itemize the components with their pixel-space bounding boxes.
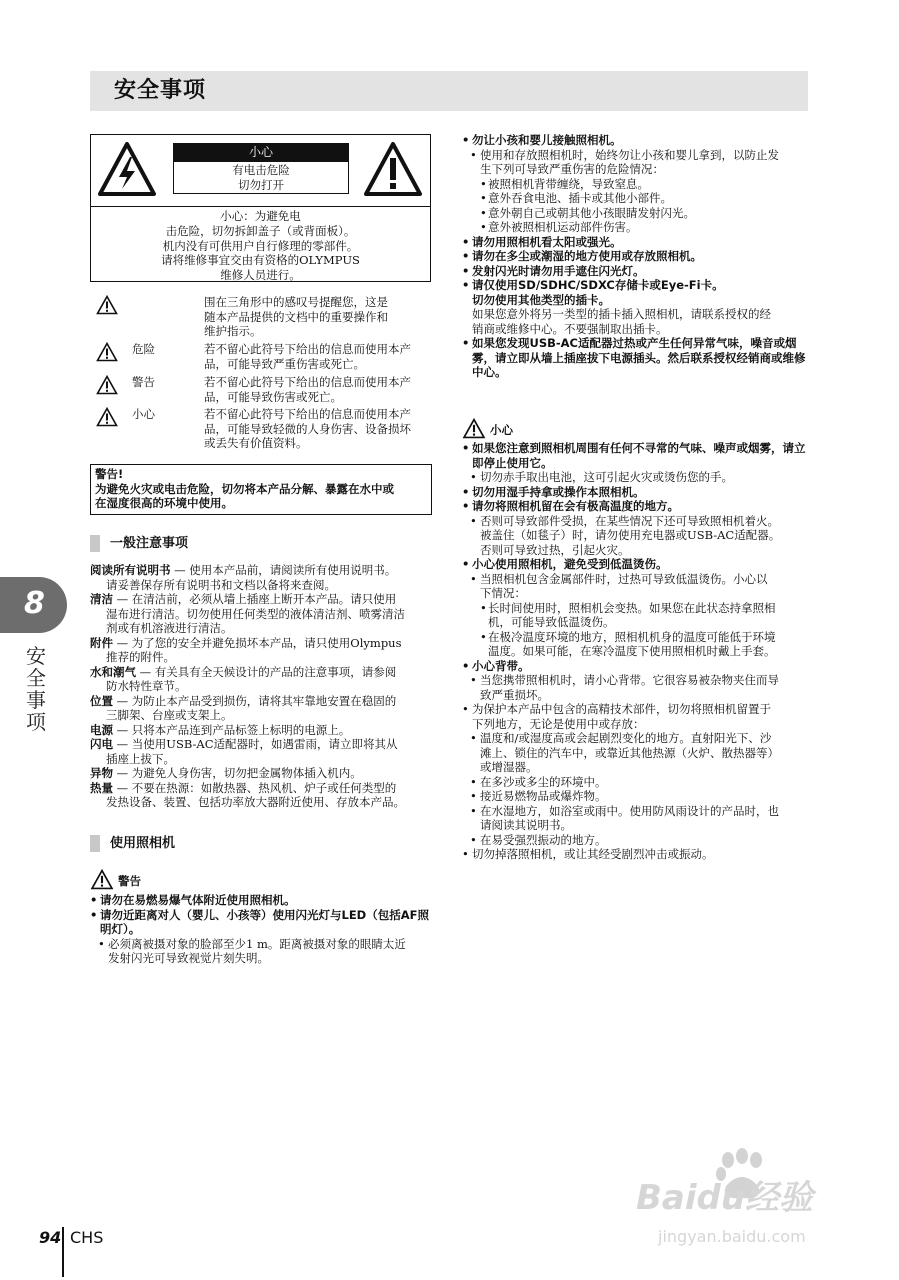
item-line [90, 563, 436, 578]
list-item [90, 908, 436, 937]
item-line [90, 650, 436, 665]
item-line: • 使用和存放照相机时，始终勿让小孩和婴儿拿到，以防止发 [480, 147, 779, 162]
item-line [90, 636, 436, 651]
legend-label: 警告 [132, 375, 155, 389]
item-text: 请妥善保存所有说明书和文档以备将来查阅。 [106, 577, 336, 592]
item-line: • 切勿赤手取出电池，这可引起火灾或烫伤您的手。 [480, 470, 733, 484]
item-line: • 发射闪光时请勿用手遮住闪光灯。 [472, 263, 645, 278]
list-item [462, 307, 812, 336]
item-term: 闪电 [90, 737, 113, 751]
list-item [90, 893, 436, 908]
legend-line: 围在三角形中的感叹号提醒您，这是 [204, 295, 388, 309]
list-item [462, 731, 812, 775]
legend-line: 随本产品提供的文档中的重要操作和 [204, 309, 388, 324]
item-line: 机，可能导致低温烫伤。 [488, 615, 615, 629]
item-line: 中心。 [472, 365, 507, 379]
chapter-number: 8 [24, 586, 45, 621]
item-line: • 在水湿地方，如浴室或雨中。使用防风雨设计的产品时，也 [480, 803, 779, 818]
legend-line: 或丢失有价值资料。 [204, 436, 308, 450]
legend-line: 若不留心此符号下给出的信息而使用本产 [204, 407, 411, 421]
item-term: 电源 [90, 722, 113, 737]
chapter-label: 安全事项 [26, 644, 46, 734]
list-item [462, 264, 812, 279]
general-item [90, 636, 436, 665]
item-line [90, 723, 436, 738]
item-line [90, 766, 436, 781]
legend-desc [204, 295, 432, 339]
caution-label: 小心 [490, 423, 513, 437]
exclamation-triangle-icon [96, 407, 118, 427]
caution-text [173, 161, 349, 194]
warning-line: 击危险，切勿拆卸盖子（或背面板）。 [165, 223, 356, 238]
item-line: 请阅读其说明书。 [480, 818, 572, 832]
warning-label: 警告 [118, 874, 141, 888]
item-text: 推荐的附件。 [106, 650, 175, 664]
page-number: 94 [39, 1228, 62, 1247]
legend-line: 品，可能导致轻微的人身伤害、设备损坏 [204, 421, 411, 436]
legend-line: 品，可能导致严重伤害或死亡。 [204, 356, 365, 371]
item-line [90, 752, 436, 767]
item-line: 否则可导致过热，引起火灾。 [480, 542, 630, 557]
item-line: • 请勿在易燃易爆气体附近使用照相机。 [100, 893, 296, 907]
item-text: 剂或有机溶液进行清洁。 [106, 621, 233, 635]
item-line: • 切勿掉落照相机，或让其经受剧烈冲击或振动。 [472, 847, 714, 861]
item-text: 发热设备、装置、包括功率放大器附近使用、存放本产品。 [106, 795, 405, 809]
item-text: 防水特性章节。 [106, 679, 187, 693]
item-term: 附件 [90, 635, 113, 650]
item-line: • 意外吞食电池、插卡或其他小部件。 [488, 191, 672, 205]
list-item [462, 514, 812, 558]
exclamation-triangle-icon [96, 342, 118, 362]
section-heading [90, 535, 390, 552]
general-item [90, 563, 436, 592]
list-item [462, 470, 812, 485]
legend-desc [204, 342, 432, 371]
item-text: 三脚架、台座或支架上。 [106, 708, 233, 722]
general-item [90, 592, 436, 636]
item-line: 下情况： [480, 586, 526, 600]
caution-line: 有电击危险 [232, 163, 290, 177]
item-line: 即停止使用它。 [472, 455, 553, 470]
legend-desc [204, 407, 432, 451]
item-line: • 为保护本产品中包含的高精技术部件，切勿将照相机留置于 [472, 702, 771, 716]
list-item [462, 557, 812, 572]
item-text: — 只将本产品连到产品标签上标明的电源上。 [113, 722, 351, 737]
list-item [462, 485, 812, 500]
general-precautions-list [90, 563, 436, 810]
list-item [462, 191, 812, 206]
shock-warning-box [90, 134, 431, 282]
item-line: 明灯）。 [100, 922, 141, 936]
item-text: — 不要在热源：如散热器、热风机、炉子或任何类型的 [113, 780, 397, 795]
item-line: • 被照相机背带缠绕，导致窒息。 [488, 176, 649, 191]
legend-label: 危险 [132, 342, 155, 356]
divider [91, 206, 430, 207]
legend-row-danger [96, 342, 436, 374]
warning-line: 维修人员进行。 [220, 268, 301, 283]
general-item [90, 694, 436, 723]
exclamation-triangle-icon [90, 869, 114, 890]
list-item [462, 220, 812, 235]
item-line [90, 621, 436, 636]
item-line: • 在极冷温度环境的地方，照相机机身的温度可能低于环境 [488, 629, 776, 644]
caution-label: 小心 [173, 143, 349, 161]
item-line: 下列地方，无论是使用中或存放： [472, 716, 645, 731]
general-item [90, 737, 436, 766]
warning-label-row [90, 869, 290, 891]
item-term: 热量 [90, 780, 113, 795]
page-title: 安全事项 [114, 78, 207, 103]
item-line [90, 795, 436, 810]
item-line [90, 679, 436, 694]
item-text: — 使用本产品前，请阅读所有使用说明书。 [170, 563, 397, 577]
list-item [462, 659, 812, 674]
list-item [462, 499, 812, 514]
item-line: 致严重损坏。 [480, 687, 549, 702]
list-item [462, 789, 812, 804]
baidu-watermark [636, 1148, 846, 1268]
footer-divider [62, 1227, 64, 1277]
item-line [90, 694, 436, 709]
exclamation-triangle-icon [96, 295, 118, 315]
item-line: • 请勿将照相机留在会有极高温度的地方。 [472, 499, 679, 513]
item-line: • 如果您发现USB-AC适配器过热或产生任何异常气味，噪音或烟 [472, 336, 797, 350]
electric-shock-icon [97, 141, 157, 197]
watermark-brand: Baidu经验 [636, 1178, 814, 1218]
item-line: • 请勿用照相机看太阳或强光。 [472, 234, 622, 249]
item-line: 如果您意外将另一类型的插卡插入照相机，请联系授权的经 [472, 307, 771, 321]
item-line: • 意外朝自己或朝其他小孩眼睛发射闪光。 [488, 205, 695, 220]
item-text: — 有关具有全天候设计的产品的注意事项，请参阅 [136, 664, 397, 679]
list-item [462, 673, 812, 702]
item-line: • 接近易燃物品或爆炸物。 [480, 789, 607, 803]
item-term: 位置 [90, 693, 113, 708]
item-line [90, 578, 436, 593]
item-line: • 当您携带照相机时，请小心背带。它很容易被杂物夹住而导 [480, 673, 779, 687]
item-line: • 在易受强烈振动的地方。 [480, 832, 607, 847]
list-item [462, 278, 812, 307]
legend-desc [204, 375, 432, 404]
warning-title: 警告! [95, 467, 124, 481]
warning-line: 为避免火灾或电击危险，切勿将本产品分解、暴露在水中或 [95, 481, 394, 496]
item-text: — 当使用USB-AC适配器时，如遇雷雨，请立即将其从 [113, 737, 398, 751]
list-item [462, 441, 812, 470]
legend-line: 维护指示。 [204, 324, 262, 338]
exclamation-triangle-icon [96, 375, 118, 395]
item-line: • 意外被照相机运动部件伤害。 [488, 220, 638, 234]
item-line: • 温度和/或湿度高或会起剧烈变化的地方。直射阳光下、沙 [480, 731, 772, 745]
list-item [462, 177, 812, 192]
list-item [462, 249, 812, 264]
item-line: 温度。如果可能，在寒冷温度下使用照相机时戴上手套。 [488, 644, 776, 658]
item-line: • 切勿用湿手持拿或操作本照相机。 [472, 484, 645, 499]
item-line: • 在多沙或多尘的环境中。 [480, 774, 607, 789]
item-line: • 否则可导致部件受损，在某些情况下还可导致照相机着火。 [480, 513, 779, 528]
legend-line: 若不留心此符号下给出的信息而使用本产 [204, 375, 411, 389]
item-term: 清洁 [90, 592, 113, 606]
item-text: 湿布进行清洁。切勿使用任何类型的液体清洁剂、喷雾清洁 [106, 606, 405, 621]
legend-line: 若不留心此符号下给出的信息而使用本产 [204, 342, 411, 356]
item-line [90, 737, 436, 752]
item-text: 插座上拔下。 [106, 751, 175, 766]
item-text: — 为防止本产品受到损伤，请将其牢靠地安置在稳固的 [113, 693, 397, 708]
caution-line: 切勿打开 [238, 178, 284, 192]
list-item [462, 572, 812, 601]
list-item [462, 833, 812, 848]
warning-line: 请将维修事宜交由有资格的OLYMPUS [161, 253, 360, 268]
legend-row-warning [96, 375, 436, 407]
item-term: 阅读所有说明书 [90, 563, 171, 577]
warning-line: 小心：为避免电 [220, 209, 301, 223]
item-line [90, 665, 436, 680]
item-line: 或增湿器。 [480, 760, 538, 774]
list-item [462, 148, 812, 177]
page-title-bar [90, 71, 808, 111]
section-title: 使用照相机 [110, 836, 176, 851]
section-title: 一般注意事项 [110, 536, 189, 551]
general-item [90, 766, 436, 781]
general-item [90, 781, 436, 810]
exclamation-triangle-icon [363, 141, 423, 197]
heading-bar [90, 835, 100, 852]
item-line: • 如果您注意到照相机周围有任何不寻常的气味、噪声或烟雾，请立 [472, 441, 806, 455]
item-line: 滩上、锁住的汽车中，或靠近其他热源（火炉、散热器等） [480, 745, 779, 760]
item-line: • 当照相机包含金属部件时，过热可导致低温烫伤。小心以 [480, 571, 768, 586]
item-line [90, 781, 436, 796]
item-line: 生下列可导致严重伤害的危险情况： [480, 162, 664, 176]
list-item [462, 601, 812, 630]
camera-warning-list [90, 893, 436, 966]
item-term: 异物 [90, 766, 113, 780]
list-item [462, 630, 812, 659]
list-item [462, 235, 812, 250]
chapter-tab [0, 577, 67, 633]
list-item [462, 133, 812, 148]
item-line: 发射闪光可导致视觉片刻失明。 [108, 951, 269, 965]
item-line: • 小心使用照相机，避免受到低温烫伤。 [472, 557, 668, 571]
list-item [90, 937, 436, 966]
list-item [462, 804, 812, 833]
item-line: • 请勿在多尘或潮湿的地方使用或存放照相机。 [472, 249, 702, 263]
item-line: • 小心背带。 [472, 658, 530, 673]
fire-warning-box [90, 464, 432, 515]
item-text: — 为了您的安全并避免损坏本产品，请只使用Olympus [113, 635, 402, 650]
item-line [90, 708, 436, 723]
item-text: — 为避免人身伤害，切勿把金属物体插入机内。 [113, 766, 362, 780]
legend-label: 小心 [132, 407, 155, 421]
item-term: 水和潮气 [90, 664, 136, 679]
list-item [462, 336, 812, 380]
right-warning-list [462, 133, 812, 380]
language-code: CHS [70, 1228, 104, 1247]
section-heading [90, 835, 390, 852]
warning-line: 机内没有可供用户自行修理的零部件。 [162, 238, 359, 253]
general-item [90, 723, 436, 738]
list-item [462, 206, 812, 221]
item-line [90, 592, 436, 607]
list-item [462, 702, 812, 731]
legend-line: 品，可能导致伤害或死亡。 [204, 389, 342, 404]
list-item [462, 847, 812, 862]
item-text: — 在清洁前，必须从墙上插座上断开本产品。请只使用 [113, 592, 397, 606]
item-line: • 必须离被摄对象的脸部至少1 m。距离被摄对象的眼睛太近 [108, 936, 406, 951]
item-line: • 请勿近距离对人（婴儿、小孩等）使用闪光灯与LED（包括AF照 [100, 907, 429, 922]
item-line [90, 607, 436, 622]
item-line: 销商或维修中心。不要强制取出插卡。 [472, 321, 668, 336]
item-line: 被盖住（如毯子）时，请勿使用充电器或USB-AC适配器。 [480, 528, 781, 542]
general-item [90, 665, 436, 694]
right-caution-list [462, 441, 812, 862]
item-line: • 长时间使用时，照相机会变热。如果您在此状态持拿照相 [488, 600, 776, 615]
list-item [462, 775, 812, 790]
exclamation-triangle-icon [462, 418, 486, 439]
caution-label-row [462, 418, 662, 440]
warning-line: 在湿度很高的环境中使用。 [95, 496, 233, 510]
heading-bar [90, 535, 100, 552]
item-line: 切勿使用其他类型的插卡。 [472, 292, 610, 307]
item-line: • 请仅使用SD/SDHC/SDXC存储卡或Eye-Fi卡。 [472, 278, 724, 292]
item-line: • 勿让小孩和婴儿接触照相机。 [472, 133, 622, 147]
shock-warning-text [91, 209, 430, 283]
watermark-url: jingyan.baidu.com [658, 1227, 806, 1246]
legend-row-caution [96, 407, 436, 453]
item-line: 雾，请立即从墙上插座拔下电源插头。然后联系授权经销商或维修 [472, 350, 806, 365]
legend-row [96, 295, 436, 343]
